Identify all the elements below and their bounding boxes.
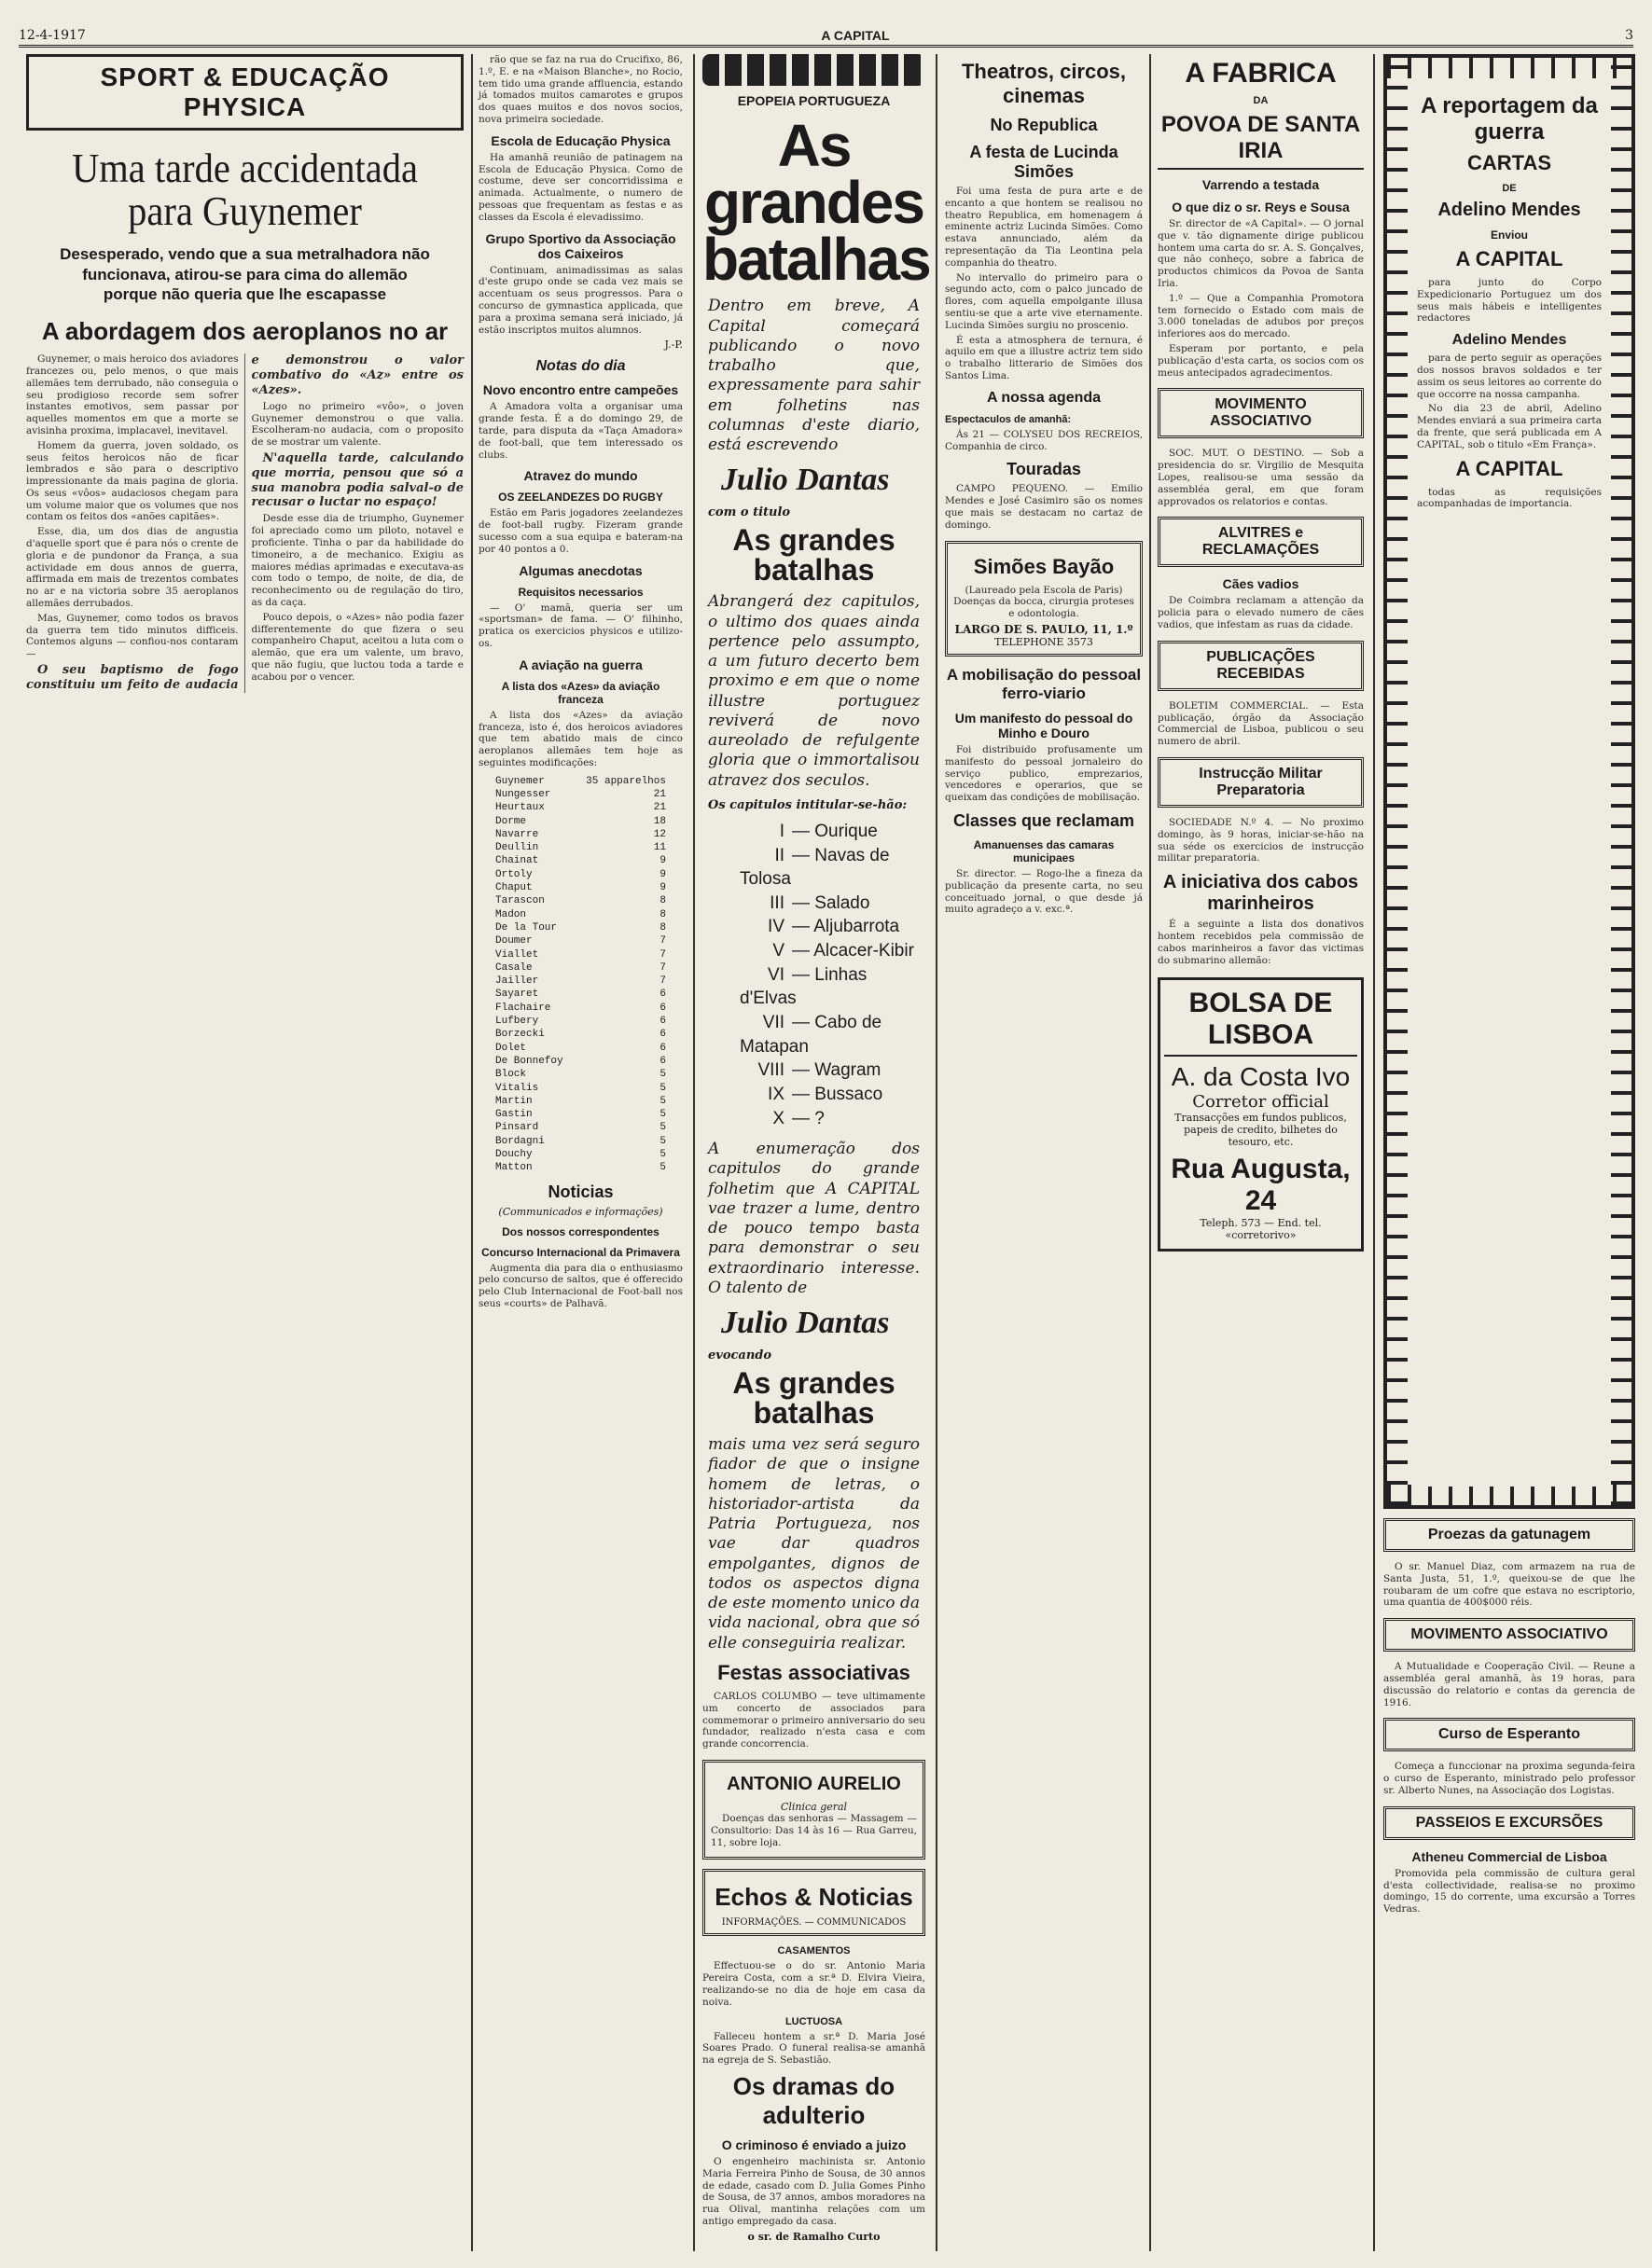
sport-column	[19, 54, 471, 2251]
ace-name: Madon	[495, 908, 527, 920]
ad-address: Rua Augusta, 24	[1171, 1154, 1351, 1217]
list-item	[495, 1121, 666, 1134]
ace-name: Nungesser	[495, 788, 551, 800]
section-head: A lista dos «Azes» da aviação franceza	[501, 679, 660, 706]
paragraph: Promovida pela commissão de cultura geral d'esta collectividade, realisa-se no proximo domingo, 15 do corrente, uma excursão a Torres Vedras.	[1383, 1867, 1635, 1915]
feature-desc: A enumeração dos capitulos do grande folhetim que A CAPITAL vae trazer a lume, dentro de pouco tempo basta para demonstrar o seu extraordinario interesse. O talento de	[708, 1140, 920, 1297]
ace-name: Block	[495, 1069, 527, 1081]
ace-name: Viallet	[495, 948, 539, 961]
list-item	[495, 1148, 666, 1161]
section-head: DE	[1502, 183, 1517, 194]
chapter-title: — Aljubarrota	[792, 917, 900, 937]
section-head: OS ZEELANDEZES DO RUGBY	[498, 491, 663, 505]
paragraph: Homem da guerra, joven soldado, os seus feitos heroicos não de ficar lembrados e são para o descriptivo impressionante da mais pagina de gloria. Os seus «vôos» audaciosos chegam para um volume maior que os volumes que nos contam os feitos dos «anões capitães».	[26, 439, 239, 523]
list-item	[495, 854, 666, 867]
ace-name: Chaput	[495, 882, 533, 894]
kicker: EPOPEIA PORTUGUEZA	[737, 93, 891, 108]
ace-name: Matton	[495, 1162, 533, 1174]
author-name: Julio Dantas	[721, 463, 890, 498]
section-head: ALVITRES e RECLAMAÇÕES	[1201, 525, 1320, 559]
paragraph: — O' mamã, queria ser um «sportsman» de fama. — O' filhinho, pratica os exercicios physicos e utilizo-os.	[479, 602, 683, 649]
ad-name: A. da Costa Ivo	[1171, 1062, 1351, 1092]
italic-callout: O seu baptismo de fogo constituiu um feito de audacia e demonstrou o valor combativo do «Az» entre os «Azes».	[26, 353, 464, 692]
work-title: As grandes batalhas	[732, 1366, 895, 1431]
column-rule	[1373, 54, 1375, 2251]
section-head: PASSEIOS E EXCURSÕES	[1415, 1814, 1603, 1831]
paragraph: para de perto seguir as operações dos nossos bravos soldados e ter assim os seus leitores ao corrente do que occorre na nossa campanha.	[1417, 353, 1602, 400]
ace-count: 35 apparelhos	[586, 775, 666, 787]
ace-name: Ortoly	[495, 868, 533, 880]
chapter-list	[740, 820, 916, 1130]
ace-count: 6	[659, 1002, 666, 1014]
chapter-item	[740, 915, 916, 939]
chapter-title: — ?	[792, 1108, 825, 1128]
section-head: Espectaculos de amanhã:	[945, 413, 1072, 425]
paragraph: Começa a funccionar na proxima segunda-feira o curso de Esperanto, ministrado pelo professor sr. Alberto Nunes, na Associação dos Logistas.	[1383, 1761, 1635, 1796]
label: evocando	[708, 1348, 772, 1363]
paragraph: Sr. director de «A Capital». — O jornal que v. tão dignamente dirige publicou hontem uma carta do sr. A. S. Gonçalves, que não conheço, sobre a fabrica de productos chimicos da Povoa de Santa Iria.	[1158, 218, 1364, 289]
ad-role: Corretor official	[1192, 1092, 1329, 1113]
ace-count: 7	[659, 948, 666, 961]
work-title: As grandes batalhas	[732, 523, 895, 588]
brand-name: A CAPITAL	[1455, 247, 1563, 270]
news-box	[702, 1869, 925, 1936]
section-head: Noticias	[548, 1182, 614, 1201]
section-banner: SPORT & EDUCAÇÃO PHYSICA	[26, 54, 464, 131]
list-item	[495, 975, 666, 988]
chapter-number: II	[774, 845, 784, 865]
section-box	[1158, 757, 1364, 808]
section-head: Curso de Esperanto	[1437, 1726, 1581, 1743]
list-item	[495, 1015, 666, 1028]
ad-body: Transacções em fundos publicos, papeis de credito, bilhetes do tesouro, etc.	[1174, 1112, 1347, 1149]
list-item	[495, 1055, 666, 1068]
section-head: Instrucção Militar Preparatoria	[1199, 765, 1323, 798]
section-head: Amanuenses das camaras municipaes	[973, 837, 1115, 864]
signature: o sr. de Ramalho Curto	[747, 2230, 881, 2243]
paragraph: É a seguinte a lista dos donativos hontem recebidos pela commissão de cabos marinheiros a favor das victimas do submarino allemão:	[1158, 919, 1364, 966]
list-item	[495, 934, 666, 947]
factory-column	[1150, 54, 1371, 2251]
ace-name: Pinsard	[495, 1122, 539, 1134]
list-item	[495, 1028, 666, 1041]
chapter-number: VI	[768, 964, 784, 985]
ace-count: 11	[653, 842, 666, 854]
section-head: A aviação na guerra	[519, 657, 643, 672]
chapter-title: — Navas de Tolosa	[740, 845, 890, 890]
chapter-item	[740, 1107, 916, 1131]
paragraph: Foi distribuido profusamente um manifesto do pessoal jornaleiro do serviço publico, emprezarios, vencedores e operarios, que se queixam das condições de mobilisação.	[945, 743, 1143, 804]
page-number: 3	[1625, 28, 1633, 43]
section-head: Notas do dia	[535, 358, 626, 375]
section-head: Touradas	[1006, 460, 1081, 479]
article-subtitle: A abordagem dos aeroplanos no ar	[41, 317, 449, 346]
ace-count: 5	[659, 1109, 666, 1121]
section-head: A FABRICA	[1185, 58, 1337, 89]
list-item	[495, 801, 666, 814]
list-item	[495, 988, 666, 1001]
section-head: MOVIMENTO ASSOCIATIVO	[1410, 1626, 1608, 1643]
section-head: Festas associativas	[717, 1660, 910, 1684]
article-body	[26, 353, 464, 693]
ad-name: ANTONIO AURELIO	[727, 1773, 901, 1794]
paragraph: Desde esse dia de triumpho, Guynemer foi apreciado como um piloto, notavel e proficiente. Tinha o par da habilidade do timoneiro, a de mechanico. Exigiu as maiores médias aprimadas e executava-as com todo o tempo, de noite, de dia, de reconhecimento ou de regulação do tiro, as da caça.	[251, 513, 464, 608]
section-head: Os dramas do adulterio	[732, 2071, 895, 2129]
section-head: MOVIMENTO ASSOCIATIVO	[1209, 396, 1312, 430]
signature: J.-P.	[664, 339, 683, 352]
section-head: Algumas anecdotas	[519, 562, 643, 578]
chapter-title: — Cabo de Matapan	[740, 1013, 882, 1057]
ace-count: 5	[659, 1069, 666, 1081]
sport-notes-column	[471, 54, 690, 2251]
article-title: Uma tarde accidentada para Guynemer	[72, 145, 418, 235]
ace-count: 8	[659, 921, 666, 933]
paragraph: Foi uma festa de pura arte e de encanto a que hontem se realisou no theatro Republica, em homenagem á eminente actriz Lucinda Simões. Como estava annunciado, além da representação da Tia Leontina pela companhia do theatro.	[945, 186, 1143, 269]
list-item	[495, 961, 666, 975]
ace-name: Dolet	[495, 1042, 527, 1054]
list-item	[495, 1135, 666, 1148]
section-head: Atheneu Commercial de Lisboa	[1411, 1848, 1607, 1864]
section-head: Concurso Internacional da Primavera	[481, 1245, 680, 1259]
feature-desc: mais uma vez será seguro fiador de que o insigne homem de letras, o historiador-artista da Patria Portugueza, nos vae dar quadros empolgantes, dignos de todos os aspectos digna de este momento unico da vida nacional, obra que só elle conseguiria realizar.	[708, 1435, 920, 1653]
paragraph: SOCIEDADE N.º 4. — No proximo domingo, às 9 horas, iniciar-se-hão na sua séde os exercicios de instrucção militar preparatoria.	[1158, 816, 1364, 864]
section-head: DA	[1253, 95, 1269, 106]
list-item	[495, 1002, 666, 1015]
paragraph: De Coimbra reclamam a attenção da policia para o elevado numero de cães vadios, que infestam as ruas da cidade.	[1158, 595, 1364, 630]
ace-name: Navarre	[495, 828, 539, 840]
paragraph: Sr. director. — Rogo-lhe a fineza da publicação da presente carta, no seu conceituado jornal, o que desde já muito agradeço a v. exc.ª.	[945, 867, 1143, 916]
paragraph: Effectuou-se o do sr. Antonio Maria Pereira Costa, com a sr.ª D. Elvira Vieira, realizando-se no dia de hoje em casa da noiva.	[702, 1960, 925, 2008]
paragraph: CAMPO PEQUENO. — Emilio Mendes e José Casimiro são os nomes que mais se destacam no cartaz de domingo.	[945, 483, 1143, 531]
section-head: Dos nossos correspondentes	[502, 1224, 659, 1238]
ace-name: Casale	[495, 961, 533, 974]
paragraph: Pouco depois, o «Azes» não podia fazer differentemente do que fizera o seu companheiro Chaput, aceitou a luta com o alemão, que era um valente, um bravo, que não fugiu, que luctou toda a tarde e acabou por o vencer.	[251, 611, 464, 683]
section-sub: O criminoso é enviado a juizo	[721, 2137, 907, 2152]
ace-name: Tarascon	[495, 895, 545, 907]
section-box	[1158, 641, 1364, 691]
section-head: Requisitos necessarios	[518, 585, 644, 599]
ace-name: Martin	[495, 1095, 533, 1107]
war-report-column	[1376, 54, 1643, 2251]
list-item	[495, 1068, 666, 1081]
paragraph: todas as requisições acompanhadas de importancia.	[1417, 486, 1602, 510]
ace-name: Doumer	[495, 935, 533, 947]
list-item	[495, 1161, 666, 1174]
section-head: A mobilisação do pessoal ferro-viario	[946, 665, 1142, 702]
ace-count: 6	[659, 1042, 666, 1054]
ace-name: De Bonnefoy	[495, 1055, 563, 1067]
paragraph: Ás 21 — COLYSEU DOS RECREIOS, Companhia de circo.	[945, 428, 1143, 452]
epopeia-column	[695, 54, 933, 2251]
list-item	[495, 841, 666, 854]
ace-name: Sayaret	[495, 989, 539, 1001]
ad-telephone: TELEPHONE 3573	[994, 635, 1093, 648]
chapter-title: — Wagram	[792, 1060, 882, 1081]
feature-desc: Abrangerá dez capitulos, o ultimo dos quaes ainda pertence pelo assumpto, a um futuro decerto bem proximo e em que o nome illustre portuguez reviverá de novo aureolado de refulgente gloria que o immortalisou atravez dos seculos.	[708, 592, 920, 790]
section-head: A nossa agenda	[986, 389, 1102, 406]
ace-count: 7	[659, 975, 666, 988]
ace-count: 5	[659, 1082, 666, 1094]
section-head: Classes que reclamam	[952, 810, 1135, 830]
paragraph: Falleceu hontem a sr.ª D. Maria José Soares Prado. O funeral realisa-se amanhã na egreja de S. Sebastião.	[702, 2030, 925, 2067]
list-item	[495, 1095, 666, 1108]
section-head: Echos & Noticias	[715, 1883, 913, 1912]
ad-sub: Clinica geral	[780, 1800, 848, 1813]
paragraph: Esse, dia, um dos dias de angustia d'aquelle sport que é para nós o crente de gloria e de pundonor da França, a sua actividade em dous annos de guerra, affirmada em mais de trezentos combates no ar e na victoria sobre 35 aeroplanos allemães derrubados.	[26, 526, 239, 610]
list-item	[495, 1082, 666, 1095]
chapter-title: — Alcacer-Kibir	[792, 941, 914, 961]
paragraph: Augmenta dia para dia o enthusiasmo pelo concurso de saltos, que é offerecido pelo Club Internacional de Foot-ball nos seus «courts» de Palhavã.	[479, 1262, 683, 1309]
ace-count: 5	[659, 1122, 666, 1134]
feature-intro: Dentro em breve, A Capital começará publicando o novo trabalho que, expressamente para sahir em folhetins nas columnas d'este diario, está escrevendo	[708, 297, 920, 455]
section-box	[1383, 1806, 1635, 1840]
paragraph: rão que se faz na rua do Crucifixo, 86, 1.º, E. e na «Maison Blanche», no Rocio, tem tido uma grande affluencia, estando já tomados muitos camarotes e grupos dos quaes muitos e dos novos socios, nova primeira sociedade.	[479, 54, 683, 125]
list-item	[495, 788, 666, 801]
section-head: Cães vadios	[1222, 576, 1299, 592]
chapter-item	[740, 1011, 916, 1058]
ornament-border	[702, 54, 925, 86]
ace-name: Flachaire	[495, 1002, 551, 1014]
paragraph: A Mutualidade e Cooperação Civil. — Reune a assembléa geral amanhã, às 19 horas, para discussão do relatorio e contas da gerencia de 1916.	[1383, 1661, 1635, 1708]
brand-name: A CAPITAL	[1455, 456, 1563, 480]
section-box	[1158, 388, 1364, 438]
author-name: Julio Dantas	[721, 1306, 890, 1341]
paragraph: CARLOS COLUMBO — teve ultimamente um concerto de associados para commemorar o primeiro anniversario do seu fundador, realizado n'esta casa e com grande concorrencia.	[702, 1690, 925, 1750]
ace-count: 6	[659, 1029, 666, 1041]
chapter-title: — Ourique	[792, 821, 878, 841]
ace-name: Jailler	[495, 975, 539, 988]
paragraph: SOC. MUT. O DESTINO. — Sob a presidencia do sr. Virgilio de Mesquita Lopes, realisou-se uma sessão da assembléa geral, em que foram approvados os relatorios e contas.	[1158, 448, 1364, 507]
article-deck: Desesperado, vendo que a sua metralhadora não funcionava, atirou-se para cima do allemão porque não queria que lhe escapasse	[60, 245, 430, 303]
chapter-item	[740, 892, 916, 916]
section-head: Enviou	[1490, 228, 1528, 242]
paragraph: 1.º — Que a Companhia Promotora tem fornecido o Estado com mais de 3.000 toneladas de adubos por preços inferiores aos do mercado.	[1158, 292, 1364, 340]
ace-count: 6	[659, 1055, 666, 1067]
section-box	[1158, 517, 1364, 567]
theatre-column	[937, 54, 1150, 2251]
list-item	[495, 775, 666, 788]
chapter-number: VII	[762, 1013, 784, 1033]
italic-callout: N'aquella tarde, calculando que morria, pensou que só a sua manobra podia salval-o de recusar o luctar no espaço!	[251, 450, 464, 510]
section-box	[1383, 1718, 1635, 1751]
ace-count: 7	[659, 935, 666, 947]
list-item	[495, 1042, 666, 1055]
section-head: Grupo Sportivo da Associação dos Caixeiros	[485, 230, 676, 261]
ad-head: BOLSA DE LISBOA	[1164, 988, 1357, 1057]
ace-count: 6	[659, 1016, 666, 1028]
section-head: POVOA DE SANTA IRIA	[1158, 112, 1364, 170]
section-box	[1383, 1618, 1635, 1652]
label: com o titulo	[708, 505, 791, 520]
reporter-name: Adelino Mendes	[1451, 332, 1567, 349]
paragraph: O sr. Manuel Diaz, com armazem na rua de Santa Justa, 51, 1.º, queixou-se de que lhe roubaram de um cofre que estava no escriptorio, uma quantia de 400$000 réis.	[1383, 1561, 1635, 1609]
ace-name: De la Tour	[495, 921, 558, 933]
ad-body: (Laureado pela Escola de Paris) Doenças da bocca, cirurgia proteses e odontologia.	[953, 584, 1134, 620]
chapter-title: — Linhas d'Elvas	[740, 964, 868, 1009]
section-head: Um manifesto do pessoal do Minho e Douro	[954, 710, 1133, 740]
ace-name: Borzecki	[495, 1029, 545, 1041]
section-box	[1383, 1518, 1635, 1552]
ace-count: 9	[659, 855, 666, 867]
ace-count: 6	[659, 989, 666, 1001]
aces-list	[495, 775, 666, 1175]
ace-count: 8	[659, 908, 666, 920]
ace-name: Guynemer	[495, 775, 545, 787]
section-head: Escola de Educação Physica	[491, 132, 671, 148]
ace-count: 7	[659, 961, 666, 974]
list-item	[495, 868, 666, 881]
section-head: Varrendo a testada	[1201, 177, 1320, 192]
list-item	[495, 908, 666, 921]
ace-count: 5	[659, 1095, 666, 1107]
section-head: Atravez do mundo	[523, 468, 638, 484]
ace-count: 5	[659, 1135, 666, 1147]
ad-telephone: Teleph. 573 — End. tel. «corretorivo»	[1200, 1217, 1322, 1242]
paragraph: É esta a atmosphera de ternura, é aquilo em que a illustre actriz tem sido o trabalho litterario de Simões dos Santos Lima.	[945, 334, 1143, 381]
list-item	[495, 1108, 666, 1121]
ad-name: Simões Bayão	[973, 554, 1115, 578]
ace-name: Lufbery	[495, 1016, 539, 1028]
chapter-title: — Salado	[792, 892, 870, 913]
section-head: A reportagem da guerra	[1421, 93, 1598, 145]
chapter-item	[740, 844, 916, 892]
section-head: PUBLICAÇÕES RECEBIDAS	[1206, 648, 1315, 682]
paragraph: Ha amanhã reunião de patinagem na Escola de Educação Physica. Como de costume, deve ser concorridissima e animada. Actualmente, o numero de pessoas que frequentam as festas e as classes da Escola é elevadissimo.	[479, 151, 683, 223]
paragraph: A Amadora volta a organisar uma grande festa. É a do domingo 29, de tarde, para disputa da «Taça Amadora» de foot-ball, que tem interessado os clubs.	[479, 401, 683, 461]
masthead: A CAPITAL	[821, 28, 890, 43]
ace-name: Douchy	[495, 1149, 533, 1160]
ace-name: Deullin	[495, 842, 539, 854]
paragraph: No intervallo do primeiro para o segundo acto, com o palco juncado de flores, com aquella empolgante illusa sentiu-se que a arte vive eternamente. Lucinda Simões surgiu no proscenio.	[945, 271, 1143, 331]
section-head: LUCTUOSA	[784, 2015, 843, 2027]
paragraph: No dia 23 de abril, Adelino Mendes enviará a sua primeira carta da frente, que será publicada em A CAPITAL, sob o titulo «Em França».	[1417, 403, 1602, 450]
section-head: CASAMENTOS	[777, 1945, 851, 1957]
paragraph: para junto do Corpo Expedicionario Portuguez um dos seus mais hábeis e intelligentes redactores	[1417, 277, 1602, 325]
chapter-item	[740, 1083, 916, 1107]
frame-inner	[1413, 84, 1605, 1487]
section-head: O que diz o sr. Reys e Sousa	[1172, 200, 1350, 214]
ace-count: 5	[659, 1162, 666, 1174]
ace-name: Bordagni	[495, 1135, 545, 1147]
ace-name: Chainat	[495, 855, 539, 867]
ace-count: 5	[659, 1149, 666, 1160]
list-item	[495, 815, 666, 828]
paragraph: BOLETIM COMMERCIAL. — Esta publicação, órgão da Associação Commercial de Lisboa, publicou o seu numero de abril.	[1158, 699, 1364, 748]
paragraph: Guynemer, o mais heroico dos aviadores francezes ou, pelo menos, o que mais allemães tem derrubado, não conseguia o seu prodigioso recorde sem sofrer instantes emotivos, sem passar por aquelles momentos em que a morte se avisinha proxima, implacavel, inevitavel.	[26, 353, 239, 436]
ace-count: 8	[659, 895, 666, 907]
ace-name: Dorme	[495, 815, 527, 827]
advertisement	[702, 1760, 925, 1860]
paragraph: Esperam por portanto, e pela publicação d'esta carta, os socios com os meus antecipados agradecimentos.	[1158, 342, 1364, 379]
chapter-item	[740, 1058, 916, 1083]
chapter-number: V	[772, 941, 784, 961]
section-head: Proezas da gatunagem	[1427, 1527, 1591, 1542]
list-item	[495, 828, 666, 841]
chapter-title: — Bussaco	[792, 1084, 883, 1104]
paragraph: Estão em Paris jogadores zeelandezes de foot-ball rugby. Fizeram grande sucesso com a sua equipa e bateram-na por 40 pontos a 0.	[479, 507, 683, 555]
page-date: 12-4-1917	[19, 28, 86, 43]
paragraph: A lista dos «Azes» da aviação franceza, isto é, dos heroicos aviadores que tem abatido mais de cinco aeroplanos allemães tem hoje as seguintes modificações:	[479, 709, 683, 768]
chapter-number: I	[779, 821, 784, 841]
paragraph: Mas, Guynemer, como todos os bravos da guerra tem tido minutos difficeis. Contemos alguns — confiou-nos contaram —	[26, 612, 239, 660]
section-head: No Republica	[990, 116, 1098, 134]
list-item	[495, 881, 666, 894]
section-head: Theatros, circos, cinemas	[961, 60, 1127, 107]
ace-name: Vitalis	[495, 1082, 539, 1094]
section-head: Novo encontro entre campeões	[482, 382, 679, 398]
section-note: (Communicados e informações)	[498, 1205, 663, 1218]
ace-count: 9	[659, 882, 666, 894]
ace-count: 18	[653, 815, 666, 827]
paragraph: Continuam, animadissimas as salas d'este grupo onde se cada vez mais se accentuam os seus progressos. Para o concurso de gymnastica applicada, que para a proxima semana será iniciado, já estão inscriptos muitos alumnos.	[479, 264, 683, 336]
chapter-item	[740, 939, 916, 963]
section-head: A festa de Lucinda Simões	[969, 143, 1118, 181]
chapter-number: IX	[768, 1084, 784, 1104]
paragraph: O engenheiro machinista sr. Antonio Maria Ferreira Pinho de Sousa, de 30 annos de edade, casado com D. Julia Gomes Pinho de Sousa, de 37 annos, ambos moradores na rua Olival, mantinha relações com um antigo empregado da casa.	[702, 2155, 925, 2227]
section-head: A iniciativa dos cabos marinheiros	[1162, 872, 1359, 915]
ace-count: 21	[653, 802, 666, 814]
section-head: CARTAS	[1466, 151, 1552, 174]
ace-count: 12	[653, 828, 666, 840]
ace-name: Gastin	[495, 1109, 533, 1121]
section-sub: INFORMAÇÕES. — COMMUNICADOS	[721, 1917, 907, 1929]
page-header-rule	[19, 28, 1633, 48]
ace-count: 21	[653, 788, 666, 800]
advertisement	[945, 541, 1143, 657]
ace-count: 9	[659, 868, 666, 880]
chapter-number: III	[770, 892, 784, 913]
bolsa-advertisement	[1158, 977, 1364, 1252]
section-head: Adelino Mendes	[1437, 200, 1581, 220]
list-item	[495, 948, 666, 961]
chapter-number: X	[772, 1108, 784, 1128]
greek-key-frame	[1383, 54, 1635, 1509]
paragraph: Logo no primeiro «vôo», o joven Guynemer demonstrou o que valia. Escolheram-no audacia, com o proposito de se mostrar um valente.	[251, 400, 464, 449]
list-item	[495, 921, 666, 934]
ad-address: LARGO DE S. PAULO, 11, 1.º	[954, 622, 1133, 636]
label: Os capitulos intitular-se-hão:	[708, 797, 908, 812]
chapter-item	[740, 820, 916, 844]
chapter-number: VIII	[757, 1060, 784, 1081]
chapter-number: IV	[768, 917, 784, 937]
chapter-item	[740, 963, 916, 1011]
feature-title: As grandes batalhas	[702, 112, 930, 293]
list-item	[495, 894, 666, 907]
ad-body: Doenças das senhoras — Massagem — Consultorio: Das 14 às 16 — Rua Garreu, 11, sobre loja.	[711, 1812, 917, 1848]
ace-name: Heurtaux	[495, 802, 545, 814]
